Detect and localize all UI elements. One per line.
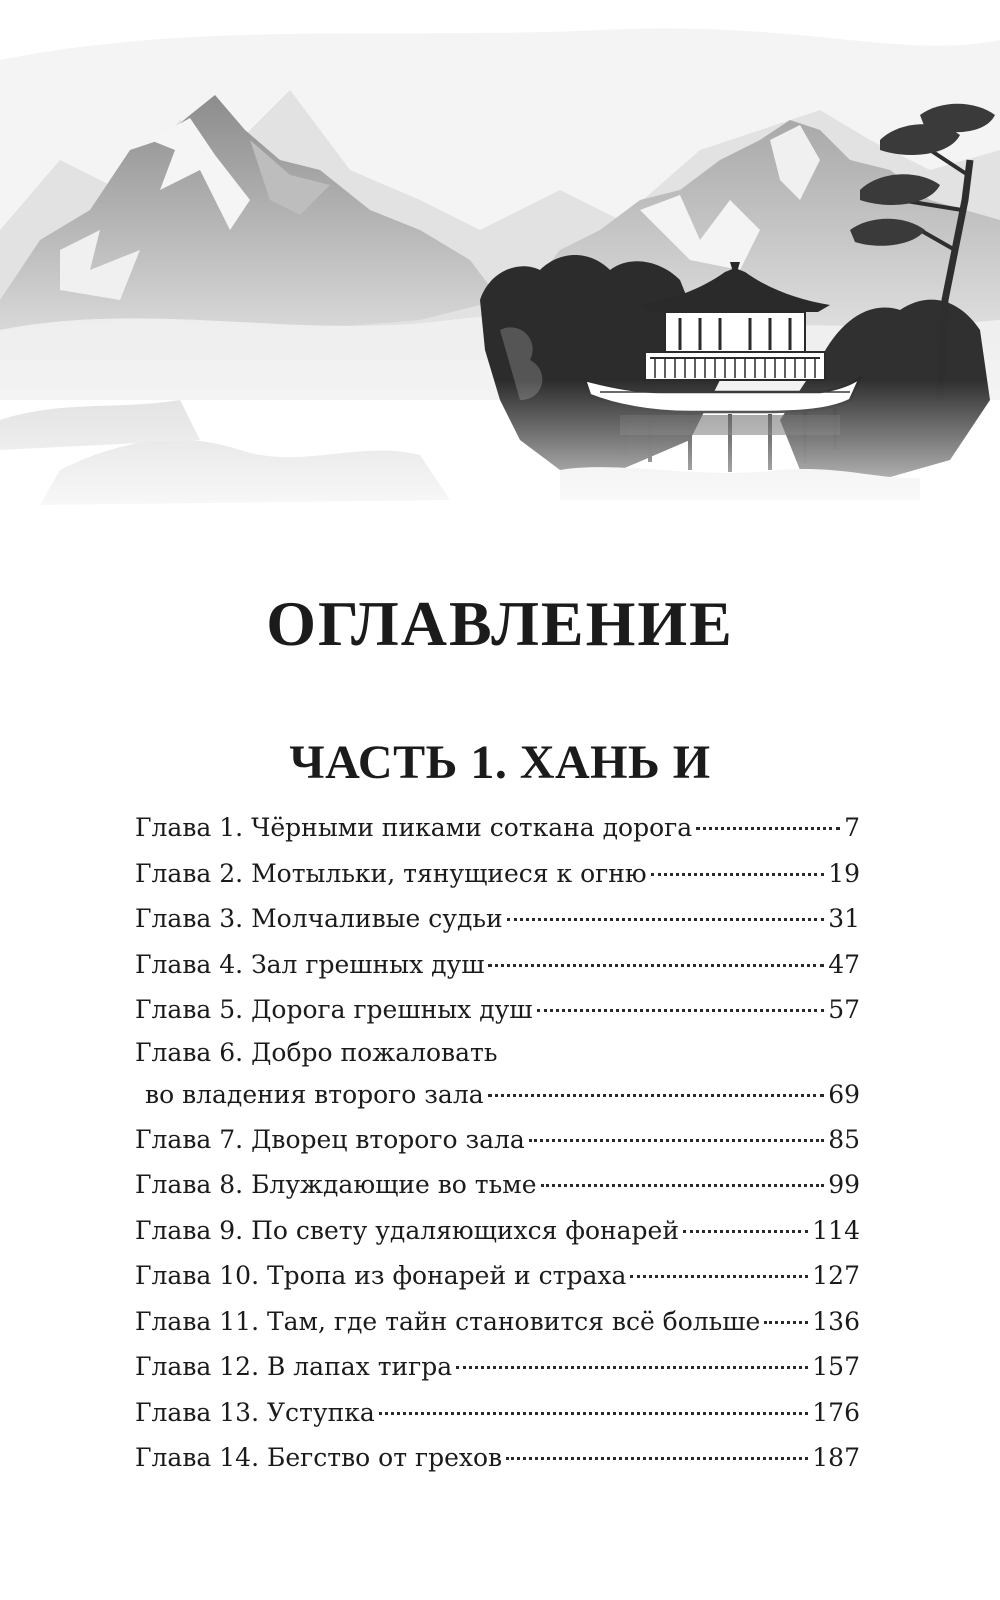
chapter-title: Глава 13. Уступка (135, 1397, 375, 1427)
dot-leader (529, 1139, 824, 1142)
dot-leader (764, 1321, 808, 1324)
toc-entry[interactable] (135, 1208, 860, 1254)
dot-leader (488, 1094, 825, 1097)
chapter-title: Глава 8. Блуждающие во тьме (135, 1170, 537, 1199)
mountain-pagoda-illustration (0, 0, 1000, 540)
dot-leader (379, 1412, 809, 1415)
table-of-contents (135, 805, 860, 1481)
page-number: 85 (828, 1124, 860, 1154)
toc-entry[interactable] (135, 1033, 860, 1117)
chapter-title: Глава 11. Там, где тайн становится всё больше (135, 1306, 761, 1336)
chapter-title: Глава 1. Чёрными пиками соткана дорога (135, 813, 693, 842)
toc-entry[interactable] (135, 942, 860, 988)
dot-leader (537, 1009, 825, 1012)
chapter-title-continuation-line (135, 1072, 860, 1117)
chapter-title: Глава 2. Мотыльки, тянущиеся к огню (135, 858, 647, 888)
dot-leader (456, 1366, 808, 1369)
chapter-title: Глава 4. Зал грешных душ (135, 949, 485, 979)
toc-entry[interactable] (135, 1162, 860, 1208)
chapter-title-continuation: во владения второго зала (145, 1079, 484, 1109)
page-number: 157 (812, 1352, 860, 1381)
toc-entry[interactable] (135, 1117, 860, 1163)
dot-leader (541, 1184, 825, 1187)
chapter-title: Глава 6. Добро пожаловать (135, 1037, 498, 1067)
page-title: ОГЛАВЛЕНИЕ (266, 588, 734, 659)
page-number: 187 (812, 1443, 860, 1472)
dot-leader (506, 1457, 808, 1460)
page-number: 7 (844, 813, 860, 842)
page-number: 47 (828, 949, 860, 979)
chapter-title: Глава 3. Молчаливые судьи (135, 904, 503, 933)
toc-entry[interactable] (135, 1299, 860, 1345)
chapter-title: Глава 10. Тропа из фонарей и страха (135, 1261, 627, 1290)
page-number: 57 (828, 995, 860, 1024)
page-number: 176 (812, 1397, 860, 1427)
toc-entry[interactable] (135, 1435, 860, 1481)
dot-leader (488, 964, 824, 967)
chapter-title: Глава 7. Дворец второго зала (135, 1124, 525, 1154)
chapter-title: Глава 9. По свету удаляющихся фонарей (135, 1215, 680, 1245)
toc-entry[interactable] (135, 851, 860, 897)
toc-entry[interactable] (135, 1390, 860, 1436)
dot-leader (696, 827, 840, 830)
toc-entry[interactable] (135, 1253, 860, 1299)
page-number: 127 (812, 1261, 860, 1290)
dot-leader (651, 873, 825, 876)
toc-entry[interactable] (135, 805, 860, 851)
page-number: 31 (828, 904, 860, 933)
dot-leader (683, 1230, 808, 1233)
page-number: 99 (828, 1170, 860, 1199)
chapter-title: Глава 12. В лапах тигра (135, 1352, 453, 1381)
page-number: 136 (812, 1306, 860, 1336)
part-title: ЧАСТЬ 1. ХАНЬ И (289, 736, 711, 789)
page-number: 19 (828, 858, 860, 888)
dot-leader (507, 918, 825, 921)
page-number: 114 (812, 1215, 860, 1245)
chapter-title: Глава 5. Дорога грешных душ (135, 995, 533, 1024)
chapter-title: Глава 14. Бегство от грехов (135, 1443, 503, 1472)
page-number: 69 (828, 1079, 860, 1109)
toc-entry[interactable] (135, 896, 860, 942)
dot-leader (630, 1275, 808, 1278)
toc-entry[interactable] (135, 987, 860, 1033)
toc-entry[interactable] (135, 1344, 860, 1390)
